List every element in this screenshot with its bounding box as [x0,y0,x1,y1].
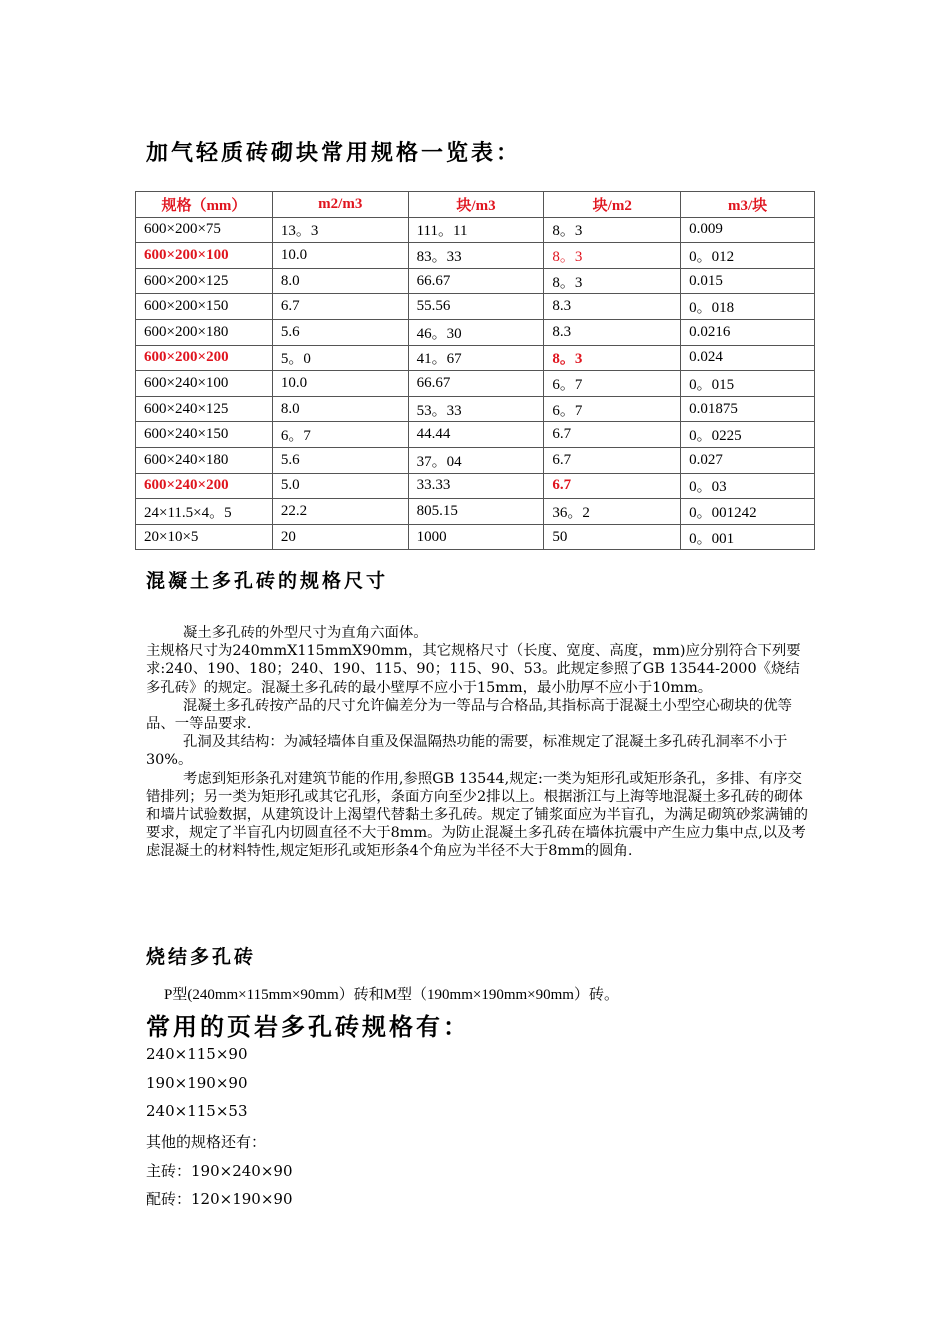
table-cell: 20×10×5 [136,524,273,550]
table-cell: 0。001242 [681,499,815,525]
table-cell: 6.7 [544,422,681,448]
table-cell: 600×240×200 [136,473,273,499]
table-cell: 5.0 [272,473,408,499]
table-row [136,217,815,243]
table-cell: 13。3 [272,217,408,243]
paragraph: 孔洞及其结构：为减轻墙体自重及保温隔热功能的需要，标准规定了混凝土多孔砖孔洞率不小于30%。 [146,734,788,769]
table-cell: 111。11 [408,217,544,243]
list-item: 240×115×90 [146,1045,248,1063]
table-cell: 6。7 [544,371,681,397]
table-row [136,499,815,525]
header-cell: 块/m2 [544,192,681,218]
table-cell: 41。67 [408,345,544,371]
table-row [136,243,815,269]
table-cell: 6.7 [544,447,681,473]
table-cell: 0.015 [681,268,815,294]
table-cell: 0。012 [681,243,815,269]
table-row [136,319,815,345]
list-item: 其他的规格还有： [146,1133,267,1151]
section-heading-concrete: 混凝土多孔砖的规格尺寸 [146,570,389,592]
table-cell: 0.024 [681,345,815,371]
table-row [136,524,815,550]
table-cell: 0。03 [681,473,815,499]
table-cell: 600×200×180 [136,319,273,345]
table-cell: 0.027 [681,447,815,473]
table-row [136,345,815,371]
table-cell: 600×240×100 [136,371,273,397]
table-cell: 805.15 [408,499,544,525]
header-cell: 规格（mm） [136,192,273,218]
table-cell: 600×200×200 [136,345,273,371]
table-cell: 66.67 [408,268,544,294]
table-cell: 83。33 [408,243,544,269]
paragraph: 考虑到矩形条孔对建筑节能的作用,参照GB 13544,规定:一类为矩形孔或矩形条孔，多排、有序交错排列；另一类为矩形孔或其它孔形，条面方向至少2排以上。根据浙江与上海等地混凝土多孔砖的砌体和墙片试验数据，从建筑设计上渴望代替黏土多孔砖。规定了铺浆面应为半盲孔，为满足砌筑砂浆满铺的要求，规定了半盲孔内切圆直径不大于8mm。为防止混凝土多孔砖在墙体抗震中产生应力集中点,以及考虑混凝土的材料特性,规定矩形孔或矩形条4个角应为半径不大于8mm的圆角. [146,770,808,860]
table-cell: 600×200×125 [136,268,273,294]
table-cell: 5.6 [272,447,408,473]
section-heading-shale: 常用的页岩多孔砖规格有： [146,1012,470,1041]
section-heading-sintered: 烧结多孔砖 [146,946,257,968]
header-cell: m3/块 [681,192,815,218]
table-cell: 8.0 [272,396,408,422]
table-cell: 6.7 [272,294,408,320]
table-cell: 6。7 [544,396,681,422]
table-row [136,422,815,448]
table-cell: 0.0216 [681,319,815,345]
table-cell: 0。018 [681,294,815,320]
table-cell: 600×240×180 [136,447,273,473]
table-header-row [136,192,815,218]
table-cell: 0.009 [681,217,815,243]
page-title: 加气轻质砖砌块常用规格一览表： [146,140,522,166]
table-cell: 6。7 [272,422,408,448]
table-row [136,473,815,499]
list-item: 主砖：190×240×90 [146,1162,293,1180]
table-cell: 8。3 [544,243,681,269]
table-cell: 8。3 [544,345,681,371]
table-cell: 5。0 [272,345,408,371]
table-cell: 600×200×100 [136,243,273,269]
table-row [136,294,815,320]
spec-table [135,191,815,550]
table-cell: 600×200×75 [136,217,273,243]
table-cell: 600×200×150 [136,294,273,320]
paragraph: 凝土多孔砖的外型尺寸为直角六面体。 [183,625,428,641]
table-cell: 8。3 [544,217,681,243]
header-cell: 块/m3 [408,192,544,218]
list-item: 配砖：120×190×90 [146,1190,293,1208]
table-cell: 6.7 [544,473,681,499]
table-row [136,268,815,294]
table-cell: 8.0 [272,268,408,294]
table-cell: 600×240×150 [136,422,273,448]
table-cell: 0。015 [681,371,815,397]
table-cell: 10.0 [272,371,408,397]
list-item: 240×115×53 [146,1102,248,1120]
table-cell: 24×11.5×4。5 [136,499,273,525]
table-cell: 66.67 [408,371,544,397]
table-cell: 22.2 [272,499,408,525]
table-cell: 50 [544,524,681,550]
table-cell: 0。0225 [681,422,815,448]
table-cell: 44.44 [408,422,544,448]
table-cell: 46。30 [408,319,544,345]
table-cell: 37。04 [408,447,544,473]
table-row [136,447,815,473]
table-cell: 0.01875 [681,396,815,422]
table-cell: 0。001 [681,524,815,550]
table-cell: 10.0 [272,243,408,269]
table-cell: 53。33 [408,396,544,422]
table-cell: 8.3 [544,294,681,320]
table-cell: 20 [272,524,408,550]
table-cell: 33.33 [408,473,544,499]
table-cell: 55.56 [408,294,544,320]
table-cell: 600×240×125 [136,396,273,422]
concrete-description [146,624,808,861]
paragraph: 混凝土多孔砖按产品的尺寸允许偏差分为一等品与合格品,其指标高于混凝土小型空心砌块的优等品、一等品要求. [146,697,792,733]
table-cell: 36。2 [544,499,681,525]
table-cell: 8。3 [544,268,681,294]
sintered-description: P型(240mm×115mm×90mm）砖和M型（190mm×190mm×90mm）砖。 [164,987,619,1003]
table-cell: 8.3 [544,319,681,345]
table-cell: 5.6 [272,319,408,345]
header-cell: m2/m3 [272,192,408,218]
paragraph: 主规格尺寸为240mmX115mmX90mm，其它规格尺寸（长度、宽度、高度，mm)应分别符合下列要求:240、190、180；240、190、115、90；115、90、53。此规定参照了GB 13544-2000《烧结多孔砖》的规定。混凝土多孔砖的最小壁厚不应小于15mm，最小肋厚不应小于10mm。 [146,643,801,696]
table-row [136,371,815,397]
list-item: 190×190×90 [146,1074,248,1092]
table-cell: 1000 [408,524,544,550]
table-row [136,396,815,422]
